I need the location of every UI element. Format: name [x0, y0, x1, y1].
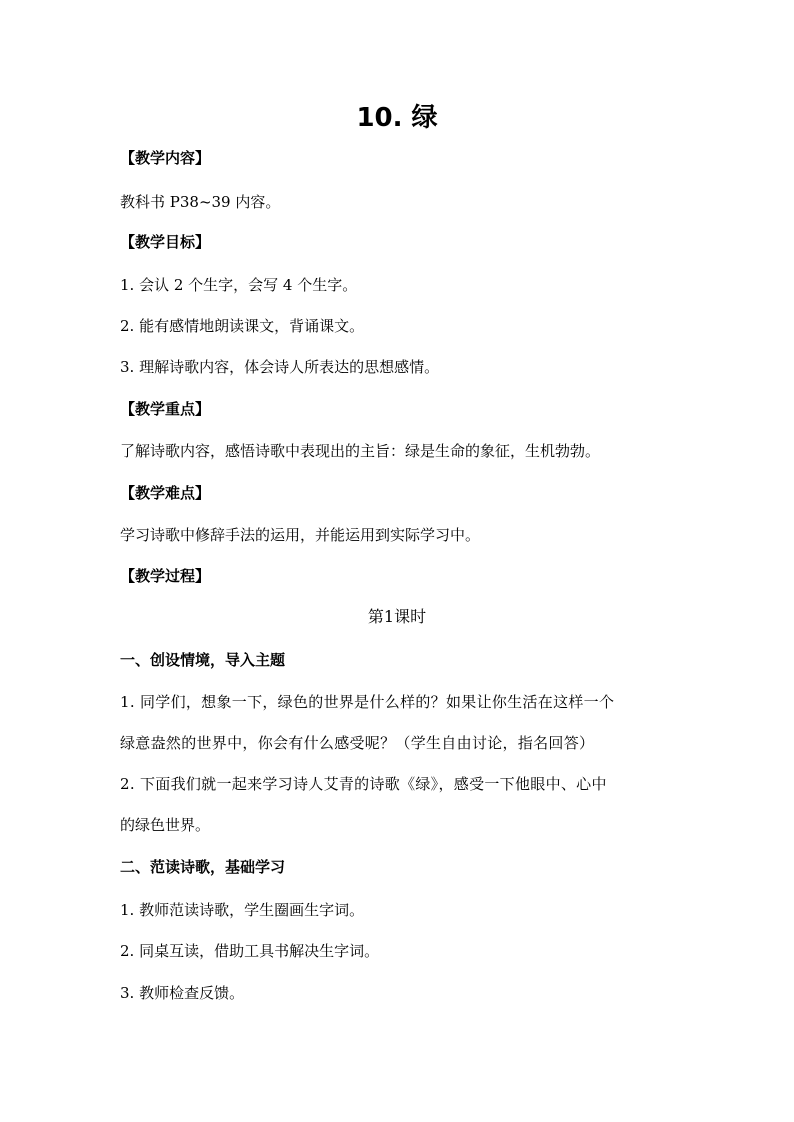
difficulties-text: 学习诗歌中修辞手法的运用，并能运用到实际学习中。: [120, 526, 481, 544]
goal-item: 2. 能有感情地朗读课文，背诵课文。: [120, 317, 365, 335]
paragraph-line: 1. 教师范读诗歌，学生圈画生字词。: [120, 901, 365, 919]
goal-item: 3. 理解诗歌内容，体会诗人所表达的思想感情。: [120, 358, 440, 376]
paragraph-line: 绿意盎然的世界中，你会有什么感受呢？（学生自由讨论，指名回答）: [120, 734, 595, 752]
goal-item: 1. 会认 2 个生字，会写 4 个生字。: [120, 276, 358, 294]
section-heading-process: 【教学过程】: [120, 567, 211, 585]
page-title: 10. 绿: [356, 103, 438, 133]
paragraph-line: 的绿色世界。: [120, 816, 211, 834]
lesson-label: 第1课时: [367, 607, 427, 626]
content-text: 教科书 P38~39 内容。: [120, 193, 281, 211]
subsection-heading: 二、范读诗歌，基础学习: [120, 858, 286, 876]
section-heading-difficulties: 【教学难点】: [120, 484, 211, 502]
paragraph-line: 2. 下面我们就一起来学习诗人艾青的诗歌《绿》，感受一下他眼中、心中: [120, 775, 607, 793]
paragraph-line: 1. 同学们，想象一下，绿色的世界是什么样的？如果让你生活在这样一个: [120, 693, 615, 711]
section-heading-key-points: 【教学重点】: [120, 400, 211, 418]
paragraph-line: 2. 同桌互读，借助工具书解决生字词。: [120, 942, 380, 960]
key-points-text: 了解诗歌内容，感悟诗歌中表现出的主旨：绿是生命的象征，生机勃勃。: [120, 442, 601, 460]
paragraph-line: 3. 教师检查反馈。: [120, 984, 245, 1002]
section-heading-goals: 【教学目标】: [120, 233, 211, 251]
subsection-heading: 一、创设情境，导入主题: [120, 651, 286, 669]
section-heading-content: 【教学内容】: [120, 149, 211, 167]
